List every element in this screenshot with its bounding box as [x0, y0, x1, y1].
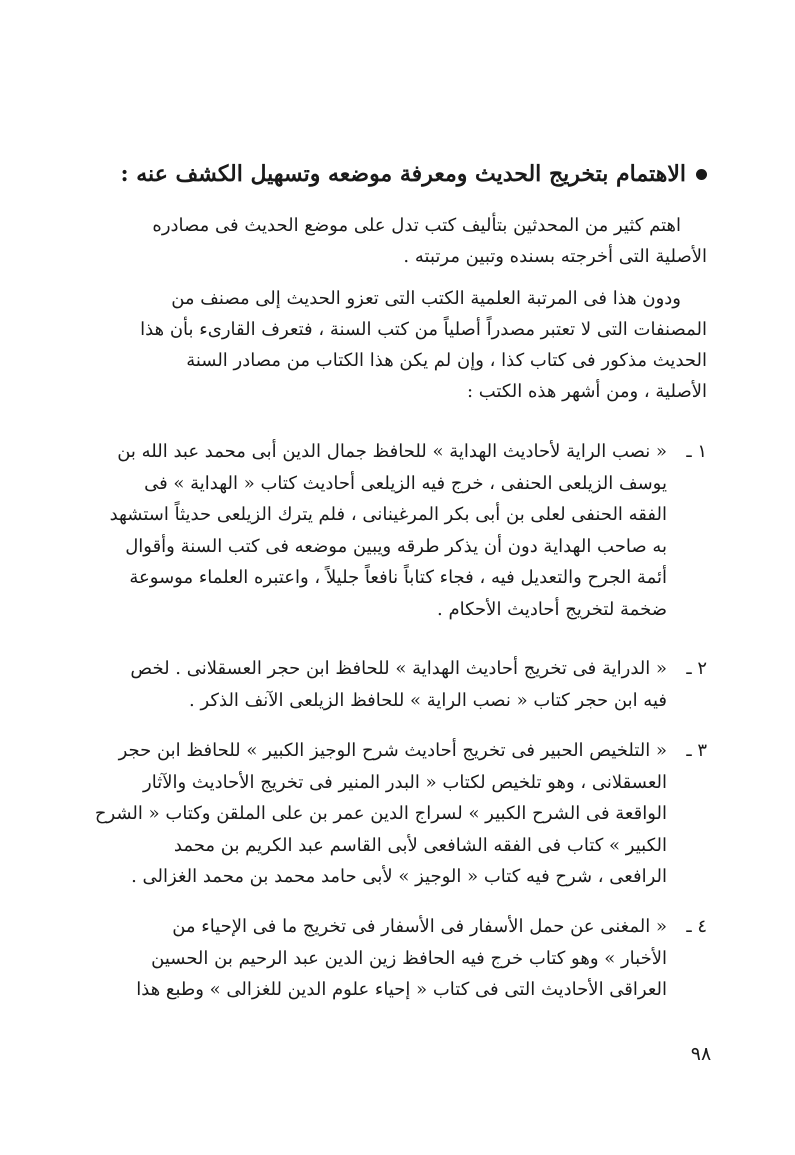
- item-number: ١ ـ: [686, 441, 707, 462]
- item-line: « التلخيص الحبير فى تخريج أحاديث شرح الوجيز الكبير » للحافظ ابن حجر: [118, 740, 667, 761]
- paragraph-intro: [87, 210, 707, 272]
- item-line: الكبير » كتاب فى الفقه الشافعى لأبى القاسم عبد الكريم بن محمد: [173, 834, 667, 856]
- paragraph-line: الحديث مذكور فى كتاب كذا ، وإن لم يكن هذا الكتاب من مصادر السنة: [186, 350, 707, 371]
- list-item-1: [87, 436, 707, 625]
- item-line: ضخمة لتخريج أحاديث الأحكام .: [437, 598, 667, 620]
- paragraph-line: الأصلية التى أخرجته بسنده وتبين مرتبته .: [403, 246, 707, 267]
- item-number: ٤ ـ: [686, 916, 707, 937]
- list-item-4: [87, 911, 707, 1006]
- item-line: فيه ابن حجر كتاب « نصب الراية » للحافظ الزيلعى الآنف الذكر .: [189, 689, 667, 711]
- section-heading: الاهتمام بتخريج الحديث ومعرفة موضعه وتسهيل الكشف عنه :: [120, 161, 686, 187]
- item-line: الفقه الحنفى لعلى بن أبى بكر المرغينانى ، فلم يترك الزيلعى حديثاً استشهد: [109, 504, 667, 525]
- page-number: ٩٨: [690, 1043, 712, 1065]
- item-line: به صاحب الهداية دون أن يذكر طرقه ويبين موضعه فى كتب السنة وأقوال: [125, 535, 667, 557]
- item-body: [87, 911, 667, 1006]
- item-line: يوسف الزيلعى الحنفى ، خرج فيه الزيلعى أحاديث كتاب « الهداية » فى: [144, 472, 667, 494]
- item-line: الأخبار » وهو كتاب خرج فيه الحافظ زين الدين عبد الرحيم بن الحسين: [151, 947, 667, 969]
- item-body: [87, 735, 667, 893]
- item-line: أئمة الجرح والتعديل فيه ، فجاء كتاباً نافعاً جليلاً ، واعتبره العلماء موسوعة: [129, 567, 667, 588]
- bullet-icon: [696, 169, 707, 180]
- item-line: « المغنى عن حمل الأسفار فى الأسفار فى تخريج ما فى الإحياء من: [172, 916, 667, 937]
- paragraph-line: ودون هذا فى المرتبة العلمية الكتب التى تعزو الحديث إلى مصنف من: [171, 288, 681, 309]
- item-line: « نصب الراية لأحاديث الهداية » للحافظ جمال الدين أبى محمد عبد الله بن: [117, 441, 667, 462]
- paragraph-line: اهتم كثير من المحدثين بتأليف كتب تدل على موضع الحديث فى مصادره: [152, 215, 681, 236]
- paragraph-line: الأصلية ، ومن أشهر هذه الكتب :: [466, 381, 707, 402]
- item-line: الرافعى ، شرح فيه كتاب « الوجيز » لأبى حامد محمد بن محمد الغزالى .: [131, 866, 667, 887]
- paragraph-secondary: [87, 283, 707, 407]
- list-item-2: [87, 653, 707, 716]
- item-body: [87, 653, 667, 716]
- item-line: « الدراية فى تخريج أحاديث الهداية » للحافظ ابن حجر العسقلانى . لخص: [130, 658, 667, 679]
- item-line: العسقلانى ، وهو تلخيص لكتاب « البدر المنير فى تخريج الأحاديث والآثار: [143, 771, 667, 793]
- section-heading-row: [87, 152, 707, 196]
- item-line: العراقى الأحاديث التى فى كتاب « إحياء علوم الدين للغزالى » وطبع هذا: [136, 979, 667, 1000]
- item-number: ٣ ـ: [686, 740, 707, 761]
- list-item-3: [87, 735, 707, 893]
- item-line: الواقعة فى الشرح الكبير » لسراج الدين عمر بن على الملقن وكتاب « الشرح: [94, 803, 667, 824]
- paragraph-line: المصنفات التى لا تعتبر مصدراً أصلياً من كتب السنة ، فتعرف القارىء بأن هذا: [140, 319, 707, 340]
- item-number: ٢ ـ: [686, 658, 707, 679]
- item-body: [87, 436, 667, 625]
